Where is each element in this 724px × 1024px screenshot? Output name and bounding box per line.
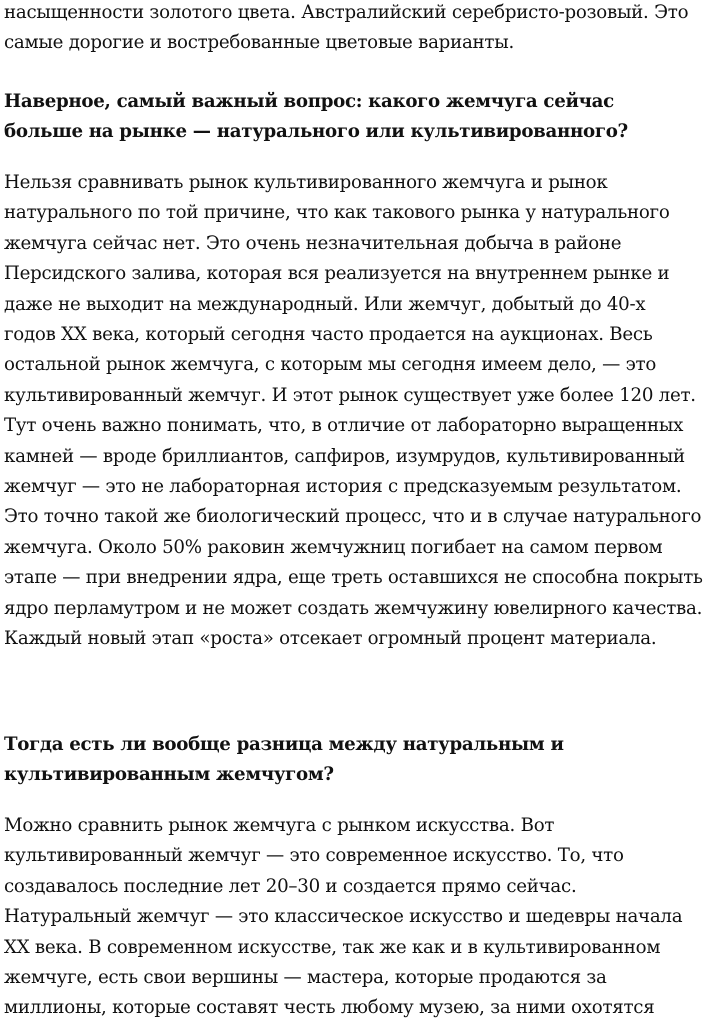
text-line: жемчуга. Около 50% раковин жемчужниц погибает на самом первом [4, 536, 663, 558]
heading-line: культивированным жемчугом? [4, 764, 334, 785]
answer-paragraph-difference [4, 811, 720, 1024]
text-line: Каждый новый этап «роста» отсекает огромный процент материала. [4, 628, 657, 650]
heading-line: Наверное, самый важный вопрос: какого жемчуга сейчас [4, 91, 614, 112]
text-line: жемчуга сейчас нет. Это очень незначительная добыча в районе [4, 232, 622, 254]
text-line: Нельзя сравнивать рынок культивированного жемчуга и рынок [4, 172, 608, 193]
text-line: камней — вроде бриллиантов, сапфиров, изумрудов, культивированный [4, 445, 685, 467]
text-line: Это точно такой же биологический процесс, что и в случае натурального [4, 506, 702, 528]
text-line: ядро перламутром и не может создать жемчужину ювелирного качества. [4, 597, 703, 619]
text-line: самые дорогие и востребованные цветовые варианты. [4, 32, 514, 54]
heading-line: Тогда есть ли вообще разница между натуральным и [4, 734, 564, 755]
heading-line: больше на рынке — натурального или культивированного? [4, 121, 628, 142]
text-line: культивированный жемчуг. И этот рынок существует уже более 120 лет. [4, 384, 696, 406]
text-line: жемчуг — это не лабораторная история с предсказуемым результатом. [4, 476, 682, 498]
text-line: этапе — при внедрении ядра, еще треть оставшихся не способна покрыть [4, 567, 703, 589]
text-line: миллионы, которые составят честь любому музею, за ними охотятся [4, 997, 655, 1019]
text-line: Можно сравнить рынок жемчуга с рынком искусства. Вот [4, 815, 555, 836]
text-line: Персидского залива, которая вся реализуется на внутреннем рынке и [4, 263, 670, 285]
text-line: создавалось последние лет 20–30 и создается прямо сейчас. [4, 875, 577, 897]
answer-paragraph-market [4, 168, 720, 655]
text-line: даже не выходит на международный. Или жемчуг, добытый до 40-х [4, 293, 646, 315]
text-line: Тут очень важно понимать, что, в отличие от лабораторно выращенных [4, 415, 684, 437]
intro-paragraph [4, 0, 720, 59]
text-line: XX века. В современном искусстве, так же как и в культивированном [4, 936, 661, 958]
text-line: насыщенности золотого цвета. Австралийский серебристо-розовый. Это [4, 2, 689, 23]
text-line: натурального по той причине, что как такового рынка у натурального [4, 202, 670, 224]
text-line: остальной рынок жемчуга, с которым мы сегодня имеем дело, — это [4, 354, 657, 376]
question-heading-market [4, 87, 720, 147]
text-line: жемчуге, есть свои вершины — мастера, которые продаются за [4, 967, 607, 989]
question-heading-difference [4, 730, 720, 790]
text-line: Натуральный жемчуг — это классическое искусство и шедевры начала [4, 906, 683, 928]
text-line: культивированный жемчуг — это современное искусство. То, что [4, 845, 624, 867]
text-line: годов XX века, который сегодня часто продается на аукционах. Весь [4, 324, 653, 346]
